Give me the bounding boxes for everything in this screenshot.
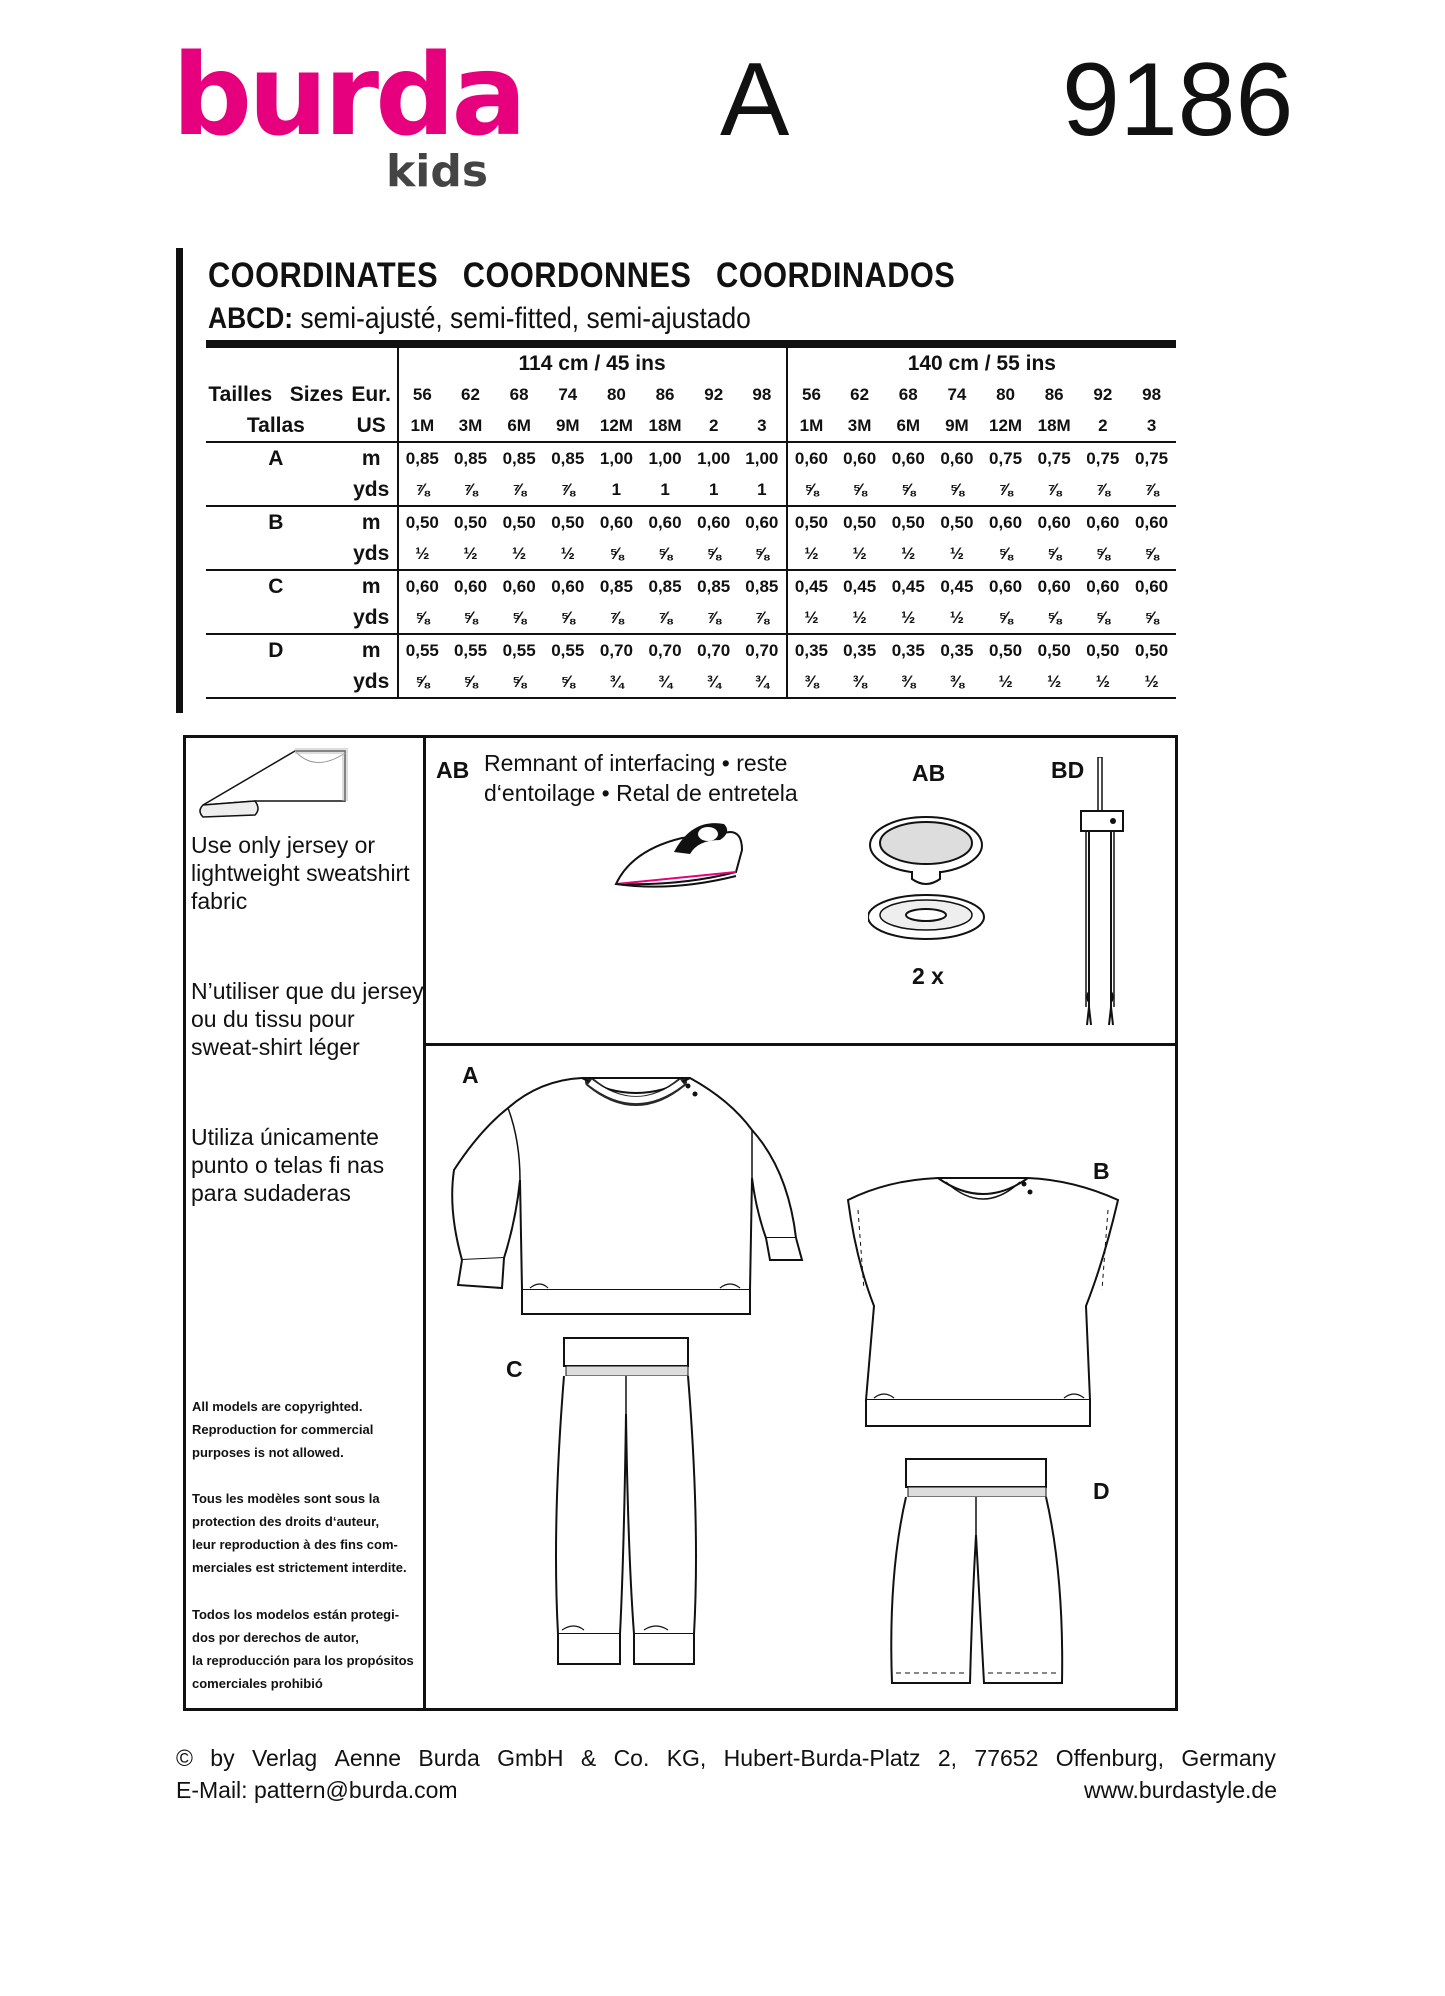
yardage-cell: ⅝: [1079, 602, 1128, 634]
fabric-width-114: 114 cm / 45 ins: [398, 344, 787, 379]
view-row-label: B: [268, 510, 284, 534]
yardage-cell: 0,35: [940, 640, 974, 660]
unit-label: yds: [346, 602, 398, 634]
yardage-cell: 0,55: [453, 640, 488, 660]
yardage-cell: 0,75: [988, 448, 1023, 468]
yardage-cell: 0,60: [988, 512, 1023, 532]
publisher-word: Burda: [418, 1745, 480, 1771]
yardage-cell: 0,45: [794, 576, 829, 596]
yardage-cell: 0,70: [738, 634, 787, 666]
publisher-word: Verlag: [251, 1745, 318, 1771]
yardage-cell: ⅝: [495, 666, 544, 698]
yardage-cell: ⅝: [592, 538, 641, 570]
publisher-word: Germany: [1181, 1745, 1276, 1771]
yardage-cell: 0,35: [794, 640, 829, 660]
view-label-a: A: [462, 1062, 479, 1088]
yardage-cell: ¾: [689, 666, 738, 698]
pattern-number: 9186: [1062, 42, 1294, 158]
yardage-cell: 0,60: [648, 512, 682, 532]
eur-size-114-2: 68: [509, 384, 529, 404]
yardage-cell: ½: [1127, 666, 1176, 698]
view-row-label: C: [268, 574, 284, 598]
publisher-word: Co.: [613, 1745, 650, 1771]
us-size-114-7: 3: [738, 410, 787, 442]
yardage-cell: 0,60: [502, 576, 536, 596]
table-row: [206, 538, 1176, 570]
unit-label: m: [346, 570, 398, 602]
eur-size-140-2: 68: [898, 384, 918, 404]
us-size-140-0: 1M: [787, 410, 836, 442]
yardage-cell: 0,75: [1037, 448, 1071, 468]
envelope-letter: A: [720, 42, 790, 158]
sizes-label-fr: Tailles: [208, 382, 273, 406]
copyright-notice-fr: Tous les modèles sont sous la protection des droits d‘auteur, leur reproduction à des fins com- merciales est strictement interdite.: [192, 1491, 407, 1575]
title-fr: COORDONNES: [462, 256, 692, 295]
yardage-cell: ⅞: [641, 602, 690, 634]
yardage-cell: 1: [592, 474, 641, 506]
us-size-114-2: 6M: [495, 410, 544, 442]
yardage-table: [206, 340, 1176, 699]
yardage-cell: ½: [933, 602, 982, 634]
yardage-cell: 0,60: [891, 448, 925, 468]
yardage-cell: ¾: [641, 666, 690, 698]
yardage-cell: 0,50: [453, 512, 488, 532]
publisher-word: by: [210, 1745, 235, 1771]
yardage-cell: ⅝: [1127, 602, 1176, 634]
yardage-cell: ⅞: [543, 474, 592, 506]
us-size-140-5: 18M: [1030, 410, 1079, 442]
yardage-cell: 0,60: [1135, 576, 1169, 596]
yardage-cell: 0,50: [1037, 640, 1071, 660]
unit-label: m: [346, 634, 398, 666]
eur-size-140-6: 92: [1093, 384, 1113, 404]
section-title: [208, 256, 980, 296]
interfacing-text: Remnant of interfacing • reste d‘entoilage • Retal de entretela: [484, 750, 798, 806]
unit-label: m: [346, 442, 398, 474]
us-size-114-6: 2: [689, 410, 738, 442]
yardage-cell: 0,60: [1086, 576, 1120, 596]
yardage-cell: 0,60: [738, 506, 787, 538]
unit-label: yds: [346, 666, 398, 698]
yardage-cell: 0,60: [988, 576, 1023, 596]
unit-label: yds: [346, 474, 398, 506]
brand-logo-sub: kids: [386, 146, 489, 197]
yardage-cell: 0,50: [988, 640, 1023, 660]
fabric-roll-icon: [195, 743, 355, 823]
yardage-cell: ⅜: [884, 666, 933, 698]
yardage-cell: 0,85: [502, 448, 536, 468]
eur-size-114-5: 86: [655, 384, 675, 404]
yardage-cell: 0,45: [940, 576, 974, 596]
publisher-word: 77652: [974, 1745, 1039, 1771]
yardage-cell: 0,55: [502, 640, 536, 660]
yardage-cell: ½: [835, 602, 884, 634]
yardage-cell: 0,85: [599, 576, 633, 596]
view-c-pants-drawing: [544, 1334, 708, 1699]
yardage-cell: 0,60: [843, 448, 877, 468]
yardage-cell: ⅞: [689, 602, 738, 634]
publisher-word: GmbH: [497, 1745, 564, 1771]
yardage-cell: 1: [738, 474, 787, 506]
brand-logo: burda: [172, 31, 523, 161]
yardage-cell: 0,60: [551, 576, 585, 596]
view-label-c: C: [506, 1356, 523, 1382]
yardage-cell: ⅝: [981, 538, 1030, 570]
box-divider-horizontal: [423, 1043, 1178, 1046]
yardage-cell: 0,85: [648, 576, 682, 596]
publisher-word: ©: [176, 1745, 193, 1771]
yardage-cell: ⅝: [689, 538, 738, 570]
yardage-cell: 0,50: [1135, 640, 1169, 660]
section-bar: [176, 248, 183, 713]
yardage-cell: ⅞: [446, 474, 495, 506]
yardage-cell: 1,00: [738, 442, 787, 474]
publisher-word: 2,: [937, 1745, 958, 1771]
us-label: US: [346, 410, 398, 442]
eur-size-140-7: 98: [1142, 384, 1162, 404]
fabric-width-140: 140 cm / 55 ins: [787, 344, 1176, 379]
yardage-cell: ½: [1030, 666, 1079, 698]
table-row: [206, 570, 1176, 602]
yardage-cell: 0,45: [891, 576, 925, 596]
yardage-cell: 0,85: [405, 448, 439, 468]
box-divider-vertical: [423, 735, 426, 1711]
yardage-cell: ½: [933, 538, 982, 570]
yardage-cell: ⅝: [398, 602, 447, 634]
table-row: [206, 474, 1176, 506]
yardage-cell: 0,50: [502, 512, 536, 532]
view-label-d: D: [1093, 1478, 1110, 1504]
view-row-label: A: [268, 446, 284, 470]
yardage-cell: 0,50: [551, 512, 585, 532]
us-size-114-1: 3M: [446, 410, 495, 442]
yardage-cell: 0,50: [940, 512, 974, 532]
yardage-cell: 1: [689, 474, 738, 506]
eur-size-114-0: 56: [412, 384, 432, 404]
yardage-cell: 0,50: [794, 512, 829, 532]
eur-size-114-4: 80: [606, 384, 626, 404]
unit-label: m: [346, 506, 398, 538]
yardage-cell: ⅝: [543, 602, 592, 634]
yardage-cell: 0,85: [697, 576, 731, 596]
fit-views: ABCD:: [208, 302, 294, 335]
yardage-cell: 0,75: [1086, 448, 1120, 468]
yardage-cell: ⅝: [446, 602, 495, 634]
yardage-cell: 0,50: [891, 512, 925, 532]
eur-size-140-0: 56: [802, 384, 821, 404]
yardage-cell: ⅝: [398, 666, 447, 698]
publisher-word: Hubert-Burda-Platz: [723, 1745, 921, 1771]
yardage-cell: ½: [787, 602, 836, 634]
yardage-cell: ¾: [592, 666, 641, 698]
fit-desc: semi-ajusté, semi-fitted, semi-ajustado: [300, 302, 751, 335]
table-row: [206, 666, 1176, 698]
yardage-cell: ⅝: [641, 538, 690, 570]
publisher-word: Aenne: [334, 1745, 402, 1771]
yardage-cell: 0,60: [794, 448, 829, 468]
fabric-advice-es: Utiliza únicamente punto o telas fi nas para sudaderas: [191, 1124, 385, 1206]
yardage-cell: 0,70: [697, 640, 731, 660]
yardage-cell: ⅞: [738, 602, 787, 634]
view-row-label: [206, 602, 346, 634]
yardage-cell: ½: [884, 602, 933, 634]
view-row-label: [206, 538, 346, 570]
yardage-cell: 0,60: [1086, 512, 1120, 532]
yardage-cell: 0,60: [1037, 512, 1071, 532]
sizes-label-en: Sizes: [289, 382, 344, 406]
table-us-row: [206, 410, 1176, 442]
yardage-cell: 0,70: [648, 640, 682, 660]
yardage-cell: ½: [787, 538, 836, 570]
eur-label: Eur.: [346, 379, 398, 410]
sizes-label-es: Tallas: [206, 410, 346, 442]
yardage-cell: 0,60: [599, 512, 633, 532]
view-label-b: B: [1093, 1158, 1110, 1184]
yardage-cell: 0,60: [940, 448, 974, 468]
yardage-cell: 0,50: [405, 512, 439, 532]
table-width-row: [206, 344, 1176, 379]
us-size-140-4: 12M: [981, 410, 1030, 442]
needle-view-label: BD: [1051, 757, 1085, 783]
yardage-cell: 1,00: [697, 448, 731, 468]
yardage-cell: ½: [884, 538, 933, 570]
yardage-cell: ⅝: [981, 602, 1030, 634]
eur-size-140-4: 80: [996, 384, 1015, 404]
view-row-label: D: [268, 638, 284, 662]
yardage-cell: ½: [495, 538, 544, 570]
website-link[interactable]: www.burdastyle.de: [1083, 1777, 1277, 1803]
eur-size-140-3: 74: [947, 384, 967, 404]
yardage-cell: ⅝: [787, 474, 836, 506]
fabric-advice-en: Use only jersey or lightweight sweatshirt fabric: [191, 832, 410, 914]
us-size-114-0: 1M: [398, 410, 447, 442]
yardage-cell: ⅝: [495, 602, 544, 634]
yardage-cell: 0,55: [405, 640, 439, 660]
yardage-cell: 0,60: [453, 576, 488, 596]
table-row: [206, 506, 1176, 538]
yardage-cell: 0,35: [891, 640, 925, 660]
yardage-cell: ⅞: [592, 602, 641, 634]
yardage-cell: ⅝: [884, 474, 933, 506]
eur-size-114-7: 98: [738, 379, 787, 410]
eur-size-140-1: 62: [850, 384, 870, 404]
us-size-140-2: 6M: [884, 410, 933, 442]
us-size-114-3: 9M: [543, 410, 592, 442]
us-size-140-1: 3M: [835, 410, 884, 442]
yardage-cell: 0,60: [1135, 512, 1169, 532]
publisher-line: [176, 1745, 1276, 1772]
yardage-cell: 0,50: [843, 512, 877, 532]
fit-description: [208, 302, 751, 336]
yardage-cell: 0,70: [599, 640, 633, 660]
yardage-cell: ⅞: [495, 474, 544, 506]
yardage-cell: ⅝: [543, 666, 592, 698]
table-row: [206, 602, 1176, 634]
us-size-114-4: 12M: [592, 410, 641, 442]
eur-size-114-6: 92: [704, 384, 724, 404]
snaps-view-label: AB: [912, 760, 946, 786]
yardage-cell: ⅞: [981, 474, 1030, 506]
yardage-cell: 0,50: [1086, 640, 1120, 660]
eur-size-114-3: 74: [558, 384, 578, 404]
view-b-top-drawing: [838, 1170, 1128, 1435]
yardage-cell: ½: [835, 538, 884, 570]
yardage-cell: ⅝: [933, 474, 982, 506]
publisher-word: &: [580, 1745, 597, 1771]
unit-label: yds: [346, 538, 398, 570]
yardage-cell: ⅞: [1030, 474, 1079, 506]
yardage-cell: ⅜: [933, 666, 982, 698]
yardage-cell: ⅜: [835, 666, 884, 698]
yardage-cell: ⅝: [1030, 538, 1079, 570]
us-size-140-6: 2: [1079, 410, 1128, 442]
eur-size-114-1: 62: [461, 384, 480, 404]
yardage-cell: 0,75: [1135, 448, 1169, 468]
yardage-cell: ⅞: [1079, 474, 1128, 506]
yardage-cell: 0,55: [551, 640, 585, 660]
yardage-cell: ⅝: [738, 538, 787, 570]
interfacing-view-label: AB: [436, 757, 470, 783]
fabric-advice-fr: N’utiliser que du jersey ou du tissu pour sweat-shirt léger: [191, 978, 424, 1060]
us-size-140-7: 3: [1127, 410, 1176, 442]
yardage-cell: ½: [981, 666, 1030, 698]
yardage-cell: ⅞: [398, 474, 447, 506]
yardage-cell: 0,85: [551, 448, 585, 468]
us-size-114-5: 18M: [641, 410, 690, 442]
title-es: COORDINADOS: [716, 256, 956, 295]
view-d-shorts-drawing: [880, 1455, 1070, 1695]
contact-email: E-Mail: pattern@burda.com: [176, 1777, 458, 1803]
view-row-label: [206, 666, 346, 698]
yardage-cell: 0,60: [1037, 576, 1071, 596]
yardage-cell: 1,00: [599, 448, 633, 468]
twin-needle-icon: [1075, 757, 1135, 1027]
title-en: COORDINATES: [208, 256, 439, 295]
yardage-cell: 1,00: [648, 448, 682, 468]
yardage-cell: ⅞: [1127, 474, 1176, 506]
publisher-word: Offenburg,: [1055, 1745, 1164, 1771]
yardage-cell: ½: [543, 538, 592, 570]
yardage-cell: ⅜: [787, 666, 836, 698]
yardage-cell: ⅝: [1030, 602, 1079, 634]
yardage-cell: 1: [641, 474, 690, 506]
table-row: [206, 634, 1176, 666]
yardage-cell: ⅝: [446, 666, 495, 698]
yardage-cell: 0,60: [697, 512, 731, 532]
iron-icon: [612, 810, 752, 894]
yardage-cell: 0,60: [405, 576, 439, 596]
us-size-140-3: 9M: [933, 410, 982, 442]
copyright-notice-en: All models are copyrighted. Reproduction for commercial purposes is not allowed.: [192, 1399, 374, 1460]
view-row-label: [206, 474, 346, 506]
table-eur-row: [206, 379, 1176, 410]
snap-fastener-icon: [868, 805, 988, 945]
yardage-cell: ½: [398, 538, 447, 570]
yardage-cell: 0,85: [453, 448, 488, 468]
snaps-quantity: 2 x: [912, 963, 944, 989]
yardage-cell: ¾: [738, 666, 787, 698]
eur-size-140-5: 86: [1044, 384, 1064, 404]
yardage-cell: ⅝: [1079, 538, 1128, 570]
yardage-cell: ½: [446, 538, 495, 570]
yardage-cell: 0,85: [738, 570, 787, 602]
table-row: [206, 442, 1176, 474]
yardage-cell: ⅝: [835, 474, 884, 506]
yardage-cell: 0,45: [843, 576, 877, 596]
copyright-notice-es: Todos los modelos están protegi- dos por derechos de autor, la reproducción para los propósitos comerciales prohibió: [192, 1607, 414, 1691]
yardage-cell: 0,35: [843, 640, 877, 660]
yardage-cell: ⅝: [1127, 538, 1176, 570]
yardage-cell: ½: [1079, 666, 1128, 698]
publisher-word: KG,: [666, 1745, 707, 1771]
